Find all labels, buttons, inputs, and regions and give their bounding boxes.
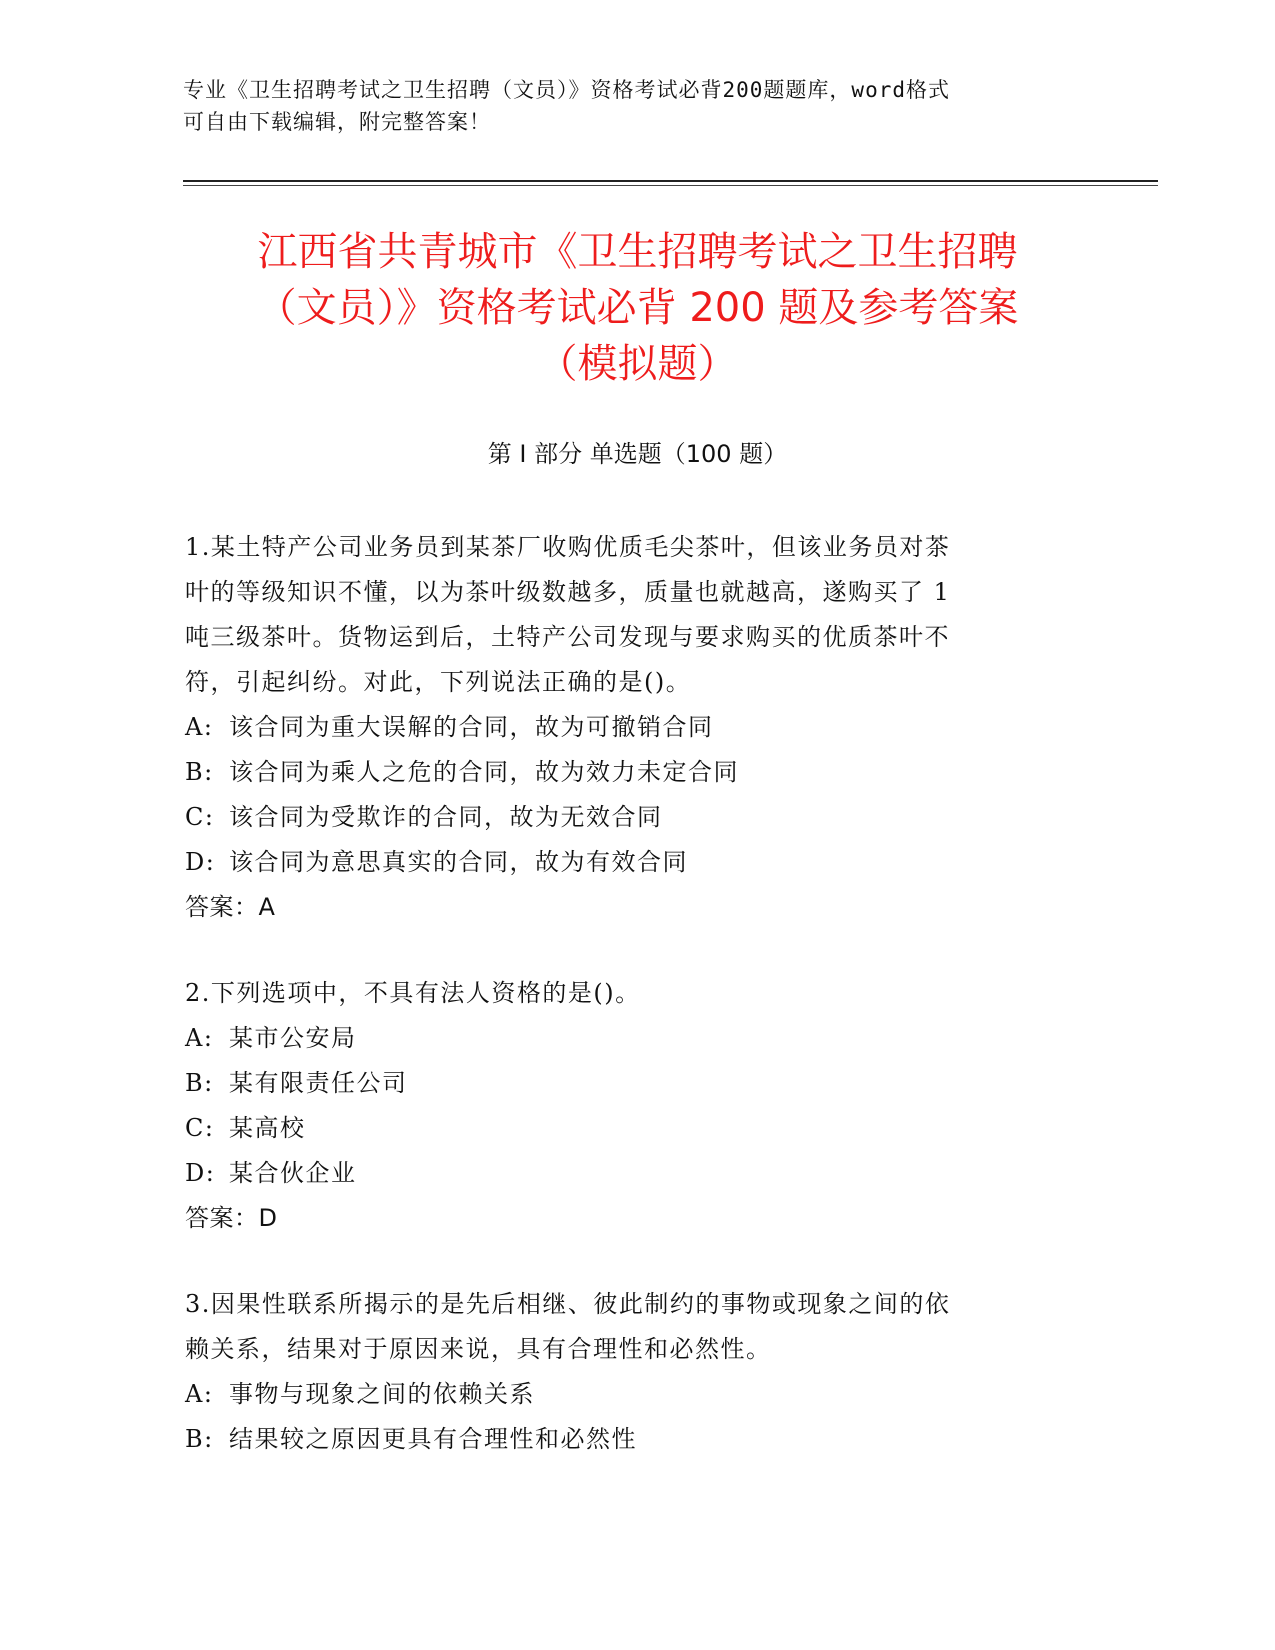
- header-divider-thick: [183, 180, 1158, 182]
- question-3: [185, 1282, 1065, 1462]
- question-stem-line: 符，引起纠纷。对此，下列说法正确的是()。: [185, 668, 692, 696]
- option-c: [185, 1106, 1065, 1151]
- option-label: B:: [185, 1425, 214, 1453]
- option-text: 某有限责任公司: [229, 1069, 408, 1097]
- title-line: （文员）》资格考试必背 200 题及参考答案: [256, 285, 1019, 331]
- question-stem-line: 赖关系，结果对于原因来说，具有合理性和必然性。: [185, 1335, 772, 1363]
- option-label: A:: [185, 713, 214, 741]
- question-stem-line: 叶的等级知识不懂，以为茶叶级数越多，质量也就越高，遂购买了 1: [185, 578, 951, 606]
- header-note-line: 可自由下载编辑，附完整答案！: [183, 110, 491, 134]
- option-label: D:: [185, 1159, 216, 1187]
- option-d: [185, 1151, 1065, 1196]
- header-note-line: 专业《卫生招聘考试之卫生招聘（文员）》资格考试必背200题题库，word格式: [183, 78, 950, 102]
- option-a: [185, 1016, 1065, 1061]
- answer-line: 答案：A: [185, 893, 276, 921]
- question-list: [185, 525, 1065, 1503]
- option-label: C:: [185, 1114, 215, 1142]
- option-b: [185, 750, 1065, 795]
- question-stem-line: 2.下列选项中，不具有法人资格的是()。: [185, 979, 641, 1007]
- option-text: 该合同为意思真实的合同，故为有效合同: [229, 848, 688, 876]
- header-note: [183, 74, 1073, 138]
- option-label: B:: [185, 758, 214, 786]
- option-text: 某高校: [229, 1114, 306, 1142]
- title-line: （模拟题）: [537, 341, 738, 387]
- option-label: B:: [185, 1069, 214, 1097]
- option-text: 该合同为乘人之危的合同，故为效力未定合同: [229, 758, 739, 786]
- option-label: C:: [185, 803, 215, 831]
- option-label: D:: [185, 848, 216, 876]
- question-stem-line: 吨三级茶叶。货物运到后，土特产公司发现与要求购买的优质茶叶不: [185, 623, 950, 651]
- option-b: [185, 1417, 1065, 1462]
- option-b: [185, 1061, 1065, 1106]
- question-stem-line: 1.某土特产公司业务员到某茶厂收购优质毛尖茶叶，但该业务员对茶: [185, 533, 951, 561]
- answer-line: 答案：D: [185, 1204, 278, 1232]
- header-divider-thin: [183, 185, 1158, 186]
- option-text: 某市公安局: [229, 1024, 357, 1052]
- option-text: 结果较之原因更具有合理性和必然性: [229, 1425, 637, 1453]
- option-text: 某合伙企业: [229, 1159, 357, 1187]
- option-c: [185, 795, 1065, 840]
- option-text: 事物与现象之间的依赖关系: [229, 1380, 535, 1408]
- title-line: 江西省共青城市《卫生招聘考试之卫生招聘: [257, 229, 1018, 275]
- option-text: 该合同为受欺诈的合同，故为无效合同: [229, 803, 663, 831]
- option-label: A:: [185, 1380, 214, 1408]
- option-label: A:: [185, 1024, 214, 1052]
- option-a: [185, 705, 1065, 750]
- question-stem-line: 3.因果性联系所揭示的是先后相继、彼此制约的事物或现象之间的依: [185, 1290, 951, 1318]
- document-title: [150, 224, 1125, 392]
- question-1: [185, 525, 1065, 930]
- option-d: [185, 840, 1065, 885]
- option-text: 该合同为重大误解的合同，故为可撤销合同: [229, 713, 714, 741]
- question-2: [185, 971, 1065, 1241]
- option-a: [185, 1372, 1065, 1417]
- section-heading: 第 I 部分 单选题（100 题）: [487, 440, 788, 468]
